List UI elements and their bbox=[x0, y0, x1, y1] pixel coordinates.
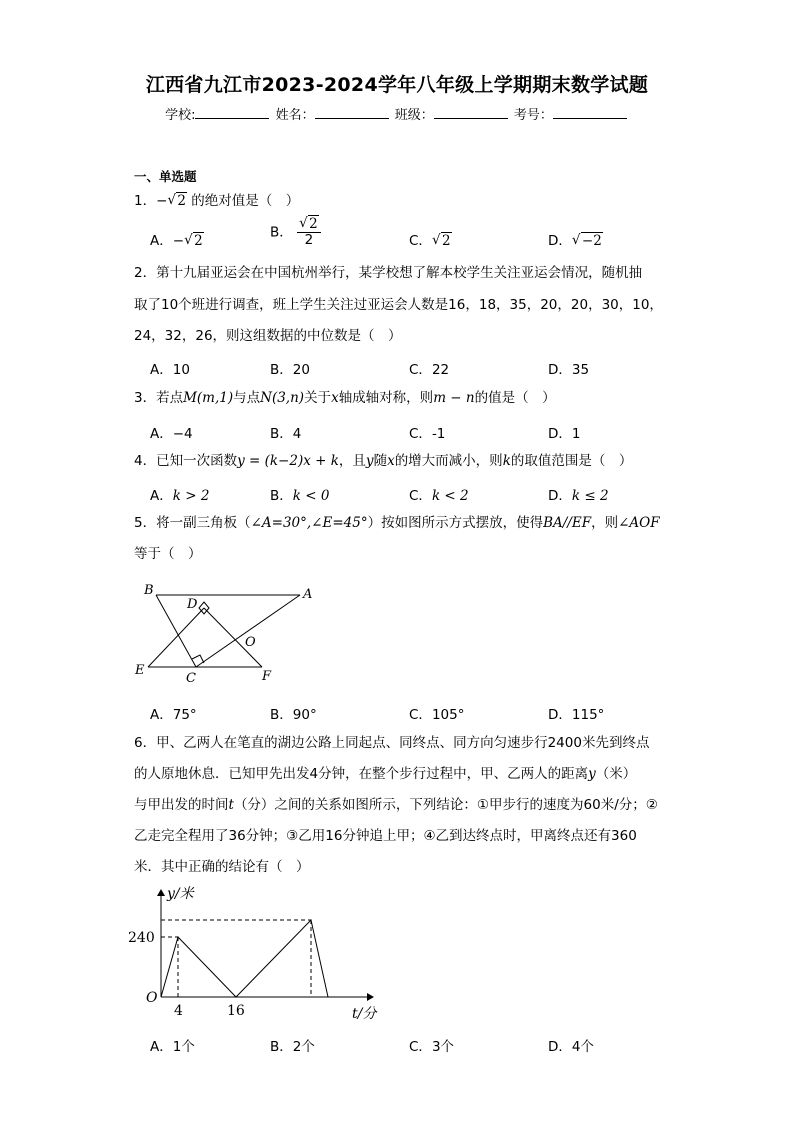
section-title: 一、单选题 bbox=[134, 169, 197, 184]
question-6-line-1: 6．甲、乙两人在笔直的湖边公路上同起点、同终点、同方向匀速步行2400米先到终点 bbox=[134, 735, 650, 751]
question-2-line-3: 24，32，26，则这组数据的中位数是（ ） bbox=[134, 328, 402, 344]
class-label: 班级： bbox=[394, 108, 434, 123]
origin-label: O bbox=[146, 990, 158, 1006]
label-b: B bbox=[144, 583, 154, 598]
question-3: 3．若点M(m,1)与点N(3,n)关于x轴成轴对称，则m − n的值是（ ） bbox=[134, 390, 556, 406]
question-5-line-2: 等于（ ） bbox=[134, 546, 202, 562]
name-blank[interactable] bbox=[315, 106, 389, 119]
q4-option-a[interactable]: A．k > 2 bbox=[150, 488, 210, 504]
q6-option-a[interactable]: A．1个 bbox=[150, 1039, 195, 1055]
label-a: A bbox=[303, 587, 313, 602]
q5-option-b[interactable]: B．90° bbox=[270, 707, 317, 723]
q4-option-b[interactable]: B．k < 0 bbox=[270, 488, 330, 504]
q1-options bbox=[150, 216, 670, 249]
y-axis-label: y/米 bbox=[167, 886, 194, 902]
label-f: F bbox=[262, 669, 272, 684]
q4-option-c[interactable]: C．k < 2 bbox=[409, 488, 469, 504]
q5-option-a[interactable]: A．75° bbox=[150, 707, 197, 723]
label-o: O bbox=[245, 635, 256, 650]
q5-options bbox=[150, 703, 670, 723]
q2-option-d[interactable]: D．35 bbox=[548, 362, 590, 378]
q1-option-d[interactable]: D．√ −2 bbox=[548, 229, 603, 249]
name-label: 姓名： bbox=[275, 108, 315, 123]
q6-distance-time-graph bbox=[128, 882, 388, 1027]
label-c: C bbox=[186, 671, 196, 686]
x-axis-label: t/分 bbox=[352, 1006, 377, 1022]
question-1 bbox=[134, 185, 299, 217]
q1-option-b[interactable]: B． √ $\frac{2}{2}$ bbox=[270, 217, 321, 248]
question-6-line-4: 乙走完全程用了36分钟；③乙用16分钟追上甲；④乙到达终点时，甲离终点还有360 bbox=[134, 828, 637, 844]
q3-option-a[interactable]: A．−4 bbox=[150, 426, 193, 442]
q3-option-b[interactable]: B．4 bbox=[270, 426, 302, 442]
q2-option-a[interactable]: A．10 bbox=[150, 362, 190, 378]
school-blank[interactable] bbox=[195, 106, 269, 119]
q1-neg-sign: − bbox=[156, 193, 168, 209]
y-tick-240: 240 bbox=[128, 930, 155, 946]
question-2-line-2: 取了10个班进行调查，班上学生关注过亚运会人数是16，18，35，20，20，30，10， bbox=[134, 297, 663, 313]
q1-text: 的绝对值是（ ） bbox=[191, 193, 300, 209]
class-blank[interactable] bbox=[434, 106, 508, 119]
question-5-line-1: 5．将一副三角板（∠A=30°,∠E=45°）按如图所示方式摆放，使得BA//EF，则∠AOF bbox=[134, 515, 660, 531]
q3-option-d[interactable]: D．1 bbox=[548, 426, 581, 442]
q4-option-d[interactable]: D．k ≤ 2 bbox=[548, 488, 609, 504]
x-tick-4: 4 bbox=[174, 1003, 183, 1019]
question-6-line-2: 的人原地休息．已知甲先出发4分钟，在整个步行过程中，甲、乙两人的距离y（米） bbox=[134, 766, 637, 782]
x-tick-16: 16 bbox=[227, 1003, 245, 1019]
q1-number: 1． bbox=[134, 193, 157, 209]
q2-option-c[interactable]: C．22 bbox=[409, 362, 450, 378]
q3-option-c[interactable]: C．-1 bbox=[409, 426, 446, 442]
question-6-line-3: 与甲出发的时间t（分）之间的关系如图所示，下列结论：①甲步行的速度为60米/分；② bbox=[134, 797, 658, 813]
right-angle-mark-c bbox=[192, 655, 204, 663]
q5-geometry-figure bbox=[130, 578, 320, 686]
line-ca bbox=[196, 595, 300, 667]
q2-options bbox=[150, 358, 670, 378]
q1-option-a[interactable]: A．−√ 2 bbox=[150, 229, 204, 249]
exam-no-blank[interactable] bbox=[553, 106, 627, 119]
label-d: D bbox=[187, 597, 198, 612]
q6-options bbox=[150, 1035, 670, 1055]
q1-option-c[interactable]: C．√ 2 bbox=[409, 229, 452, 249]
graph-polyline bbox=[161, 920, 358, 997]
school-label: 学校: bbox=[165, 108, 196, 123]
exam-no-label: 考号： bbox=[513, 108, 553, 123]
label-e: E bbox=[135, 663, 145, 678]
question-2-line-1: 2．第十九届亚运会在中国杭州举行，某学校想了解本校学生关注亚运会情况，随机抽 bbox=[134, 265, 643, 281]
q2-option-b[interactable]: B．20 bbox=[270, 362, 310, 378]
q6-option-c[interactable]: C．3个 bbox=[409, 1039, 455, 1055]
q6-option-b[interactable]: B．2个 bbox=[270, 1039, 315, 1055]
q4-options bbox=[150, 484, 670, 504]
q3-options bbox=[150, 422, 670, 442]
q5-option-c[interactable]: C．105° bbox=[409, 707, 465, 723]
q1-sqrt: √ 2 bbox=[167, 185, 187, 217]
student-info-row bbox=[0, 104, 794, 123]
q5-option-d[interactable]: D．115° bbox=[548, 707, 605, 723]
q6-option-d[interactable]: D．4个 bbox=[548, 1039, 594, 1055]
question-4: 4．已知一次函数y = (k−2)x + k，且y随x的增大而减小，则k的取值范围是（ ） bbox=[134, 453, 633, 469]
page-title: 江西省九江市2023-2024学年八年级上学期期末数学试题 bbox=[145, 74, 649, 96]
question-6-line-5: 米．其中正确的结论有（ ） bbox=[134, 859, 310, 875]
line-ed bbox=[148, 608, 204, 667]
